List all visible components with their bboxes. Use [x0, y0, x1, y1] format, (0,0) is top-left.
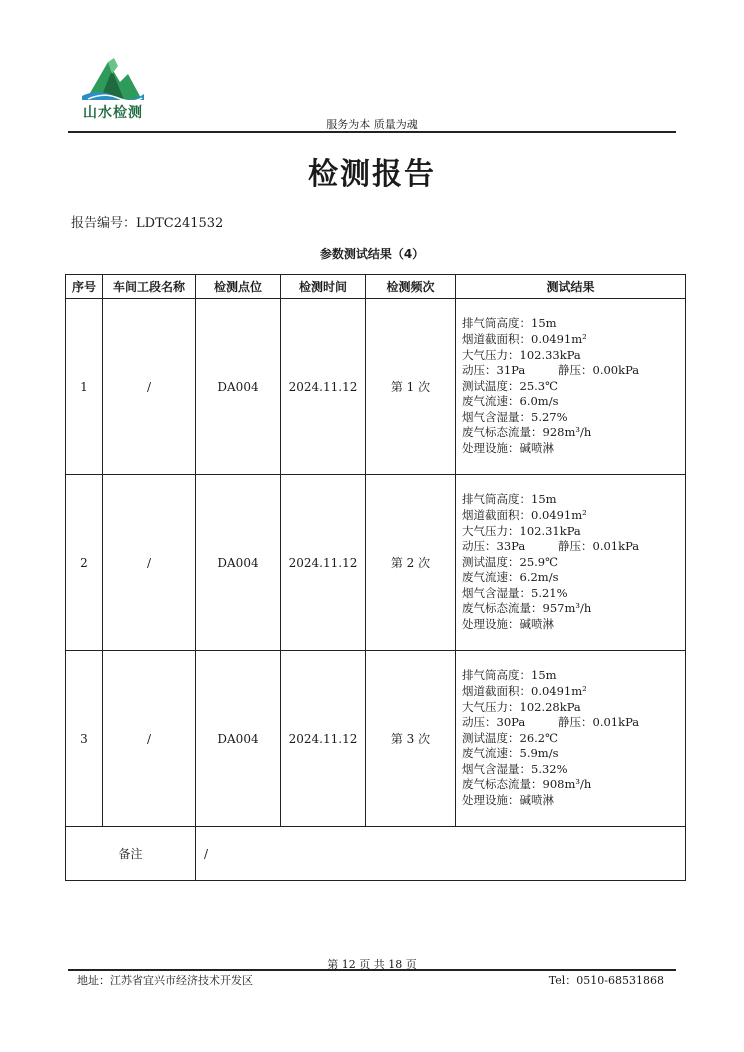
cell-frequency: 第 2 次 [366, 475, 456, 651]
table-title: 参数测试结果（4） [319, 247, 425, 261]
table-row [66, 299, 686, 475]
cell-no: 2 [66, 475, 103, 651]
result-dynamic-pressure: 动压：33Pa [462, 539, 526, 554]
result-height: 排气筒高度：15m [462, 492, 557, 507]
logo-text: 山水检测 [83, 105, 143, 121]
cell-frequency: 第 1 次 [366, 299, 456, 475]
table-row [66, 475, 686, 651]
remark-label: 备注 [66, 827, 196, 881]
cell-no: 1 [66, 299, 103, 475]
page-title: 检测报告 [308, 157, 436, 192]
cell-workshop: / [103, 651, 196, 827]
result-static-pressure: 静压：0.01kPa [558, 715, 640, 730]
result-area: 烟道截面积：0.0491m² [462, 507, 587, 522]
cell-no: 3 [66, 651, 103, 827]
footer-address: 地址：江苏省宜兴市经济技术开发区 [77, 974, 253, 987]
cell-results [456, 651, 686, 827]
cell-results [456, 299, 686, 475]
result-temperature: 测试温度：25.9℃ [462, 554, 558, 569]
result-flow: 废气标态流量：957m³/h [462, 601, 592, 616]
remark-value: / [196, 827, 686, 881]
remark-row [66, 827, 686, 881]
cell-point: DA004 [196, 651, 281, 827]
result-flow: 废气标态流量：908m³/h [462, 777, 592, 792]
result-facility: 处理设施：碱喷淋 [462, 441, 554, 456]
result-area: 烟道截面积：0.0491m² [462, 683, 587, 698]
cell-point: DA004 [196, 475, 281, 651]
result-flow: 废气标态流量：928m³/h [462, 425, 592, 440]
result-pressure: 大气压力：102.33kPa [462, 347, 581, 362]
column-header-workshop: 车间工段名称 [103, 275, 196, 299]
result-pressure: 大气压力：102.28kPa [462, 699, 581, 714]
cell-time: 2024.11.12 [281, 475, 366, 651]
column-header-time: 检测时间 [281, 275, 366, 299]
result-static-pressure: 静压：0.00kPa [558, 363, 640, 378]
result-temperature: 测试温度：26.2℃ [462, 730, 558, 745]
results-table [65, 274, 686, 881]
result-velocity: 废气流速：6.2m/s [462, 570, 559, 585]
page-number: 第 12 页 共 18 页 [327, 958, 417, 971]
result-area: 烟道截面积：0.0491m² [462, 331, 587, 346]
result-dynamic-pressure: 动压：31Pa [462, 363, 526, 378]
result-facility: 处理设施：碱喷淋 [462, 793, 554, 808]
report-number-label: 报告编号： [71, 216, 137, 231]
result-static-pressure: 静压：0.01kPa [558, 539, 640, 554]
result-temperature: 测试温度：25.3℃ [462, 378, 558, 393]
report-number [71, 212, 223, 231]
header-divider [68, 131, 676, 133]
result-humidity: 烟气含湿量：5.21% [462, 585, 568, 600]
result-height: 排气筒高度：15m [462, 668, 557, 683]
column-header-point: 检测点位 [196, 275, 281, 299]
result-humidity: 烟气含湿量：5.32% [462, 761, 568, 776]
cell-workshop: / [103, 299, 196, 475]
column-header-frequency: 检测频次 [366, 275, 456, 299]
result-facility: 处理设施：碱喷淋 [462, 617, 554, 632]
result-velocity: 废气流速：5.9m/s [462, 746, 559, 761]
column-header-results: 测试结果 [456, 275, 686, 299]
result-humidity: 烟气含湿量：5.27% [462, 409, 568, 424]
result-velocity: 废气流速：6.0m/s [462, 394, 559, 409]
result-pressure: 大气压力：102.31kPa [462, 523, 581, 538]
table-header-row [66, 275, 686, 299]
footer-tel: Tel：0510-68531868 [548, 974, 664, 987]
cell-time: 2024.11.12 [281, 299, 366, 475]
cell-time: 2024.11.12 [281, 651, 366, 827]
column-header-no: 序号 [66, 275, 103, 299]
result-dynamic-pressure: 动压：30Pa [462, 715, 526, 730]
table-row [66, 651, 686, 827]
cell-point: DA004 [196, 299, 281, 475]
cell-frequency: 第 3 次 [366, 651, 456, 827]
cell-results [456, 475, 686, 651]
footer-divider [68, 969, 676, 971]
report-number-value: LDTC241532 [136, 216, 224, 231]
result-height: 排气筒高度：15m [462, 316, 557, 331]
header-slogan: 服务为本 质量为魂 [326, 118, 418, 131]
cell-workshop: / [103, 475, 196, 651]
